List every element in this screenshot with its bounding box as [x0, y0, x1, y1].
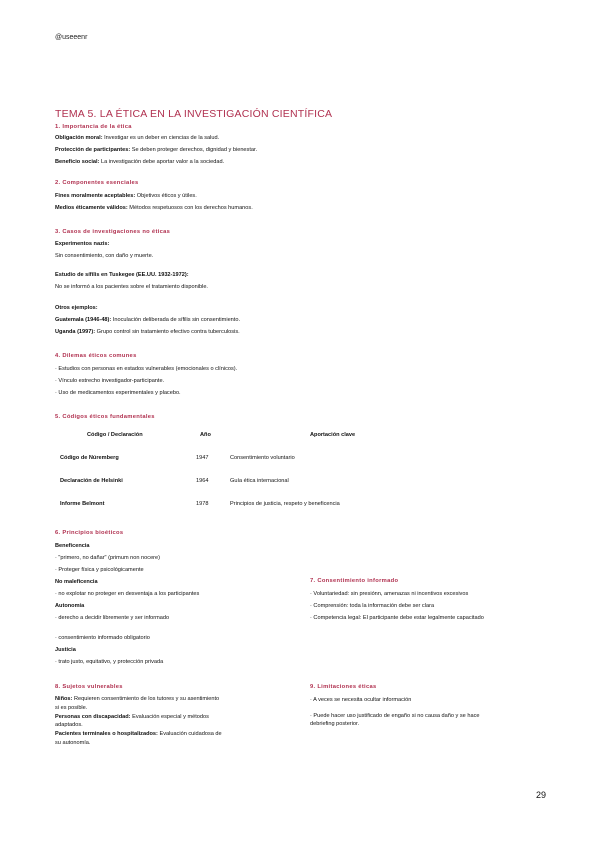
beneficencia-label: Beneficencia: [55, 543, 90, 549]
table-row-3-contribution: Principios de justicia, respeto y beneficencia: [230, 501, 340, 507]
s3-tuskegee-text: No se informó a los pacientes sobre el tratamiento disponible.: [55, 284, 208, 290]
section-4-heading: 4. Dilemas éticos comunes: [55, 353, 137, 359]
s8-line-3: Personas con discapacidad: Evaluación especial y métodos: [55, 714, 209, 720]
s7-line-1: · Voluntariedad: sin presiónn, amenazas ni incentivos excesivos: [310, 591, 469, 597]
page-number: 29: [536, 790, 547, 800]
table-header-contribution: Aportación clave: [310, 432, 356, 438]
section-8-heading: 8. Sujetos vulnerables: [55, 684, 123, 690]
table-header-code: Código / Declaración: [87, 432, 143, 438]
s1-line-2: Protección de participantes: Se deben proteger derechos, dignidad y bienestar.: [55, 147, 258, 153]
beneficencia-line-2: · Proteger física y psicológicamente: [55, 567, 144, 573]
autonomia-label: Autonomía: [55, 603, 85, 609]
s7-line-2: · Comprensión: toda la información debe ser clara: [310, 603, 435, 609]
section-6-heading: 6. Principios bioéticos: [55, 530, 124, 536]
table-row-2-year: 1964: [196, 478, 209, 484]
s1-line-3: Beneficio social: La investigación debe aportar valor a la sociedad.: [55, 159, 225, 165]
s2-line-1: Fines moralmente aceptables: Objetivos éticos y útiles.: [55, 193, 197, 199]
section-2-heading: 2. Componentes esenciales: [55, 180, 139, 186]
page-title: TEMA 5. LA ÉTICA EN LA INVESTIGACIÓN CIENTÍFICA: [55, 108, 333, 120]
table-row-3-year: 1978: [196, 501, 209, 507]
autonomia-line-1: · derecho a decidir libremente y ser informado: [55, 615, 170, 621]
section-9-heading: 9. Limitaciones éticas: [310, 684, 377, 690]
s3-nazi-text: Sin consentimiento, con daño y muerte.: [55, 253, 154, 259]
s3-other-line-1: Guatemala (1946-48): Inoculación deliberada de sífilis sin consentimiento.: [55, 317, 241, 323]
s8-line-6: su autonomía.: [55, 740, 91, 746]
autonomia-line-2: · consentimiento informado obligatorio: [55, 635, 150, 641]
s3-nazi-label: Experimentos nazis:: [55, 241, 110, 247]
table-header-year: Año: [200, 432, 211, 438]
table-row-1-code: Código de Núremberg: [60, 455, 119, 461]
section-3-heading: 3. Casos de investigaciones no éticas: [55, 229, 171, 235]
s8-line-5: Pacientes terminales o hospitalizados: Evaluación cuidadosa de: [55, 731, 222, 737]
s2-line-2: Medios éticamente válidos: Métodos respetuosos con los derechos humanos.: [55, 205, 253, 211]
s3-other-label: Otros ejemplos:: [55, 305, 98, 311]
s4-line-3: · Uso de medicamentos experimentales y placebo.: [55, 390, 181, 396]
s3-other-line-2: Uganda (1997): Grupo control sin tratamiento efectivo contra tuberculosis.: [55, 329, 240, 335]
section-5-heading: 5. Códigos éticos fundamentales: [55, 414, 155, 420]
beneficencia-line-1: · "primero, no dañar" (primum non nocere): [55, 555, 161, 561]
table-row-2-code: Declaración de Helsinki: [60, 478, 123, 484]
table-row-1-contribution: Consentimiento voluntario: [230, 455, 295, 461]
s7-line-3: · Competencia legal: El participante debe estar legalmente capacitado: [310, 615, 484, 621]
section-7-heading: 7. Consentimiento informado: [310, 578, 399, 584]
justicia-label: Justicia: [55, 647, 76, 653]
author-handle: @useeenr: [55, 34, 88, 41]
no-maleficencia-line-1: · no explotar no proteger en desventaja a los participantes: [55, 591, 200, 597]
s9-line-1: · A veces se necesita ocultar información: [310, 697, 412, 703]
s3-tuskegee-label: Estudio de sífilis en Tuskegee (EE.UU. 1932-1972):: [55, 272, 189, 278]
s1-line-1: Obligación moral: Investigar es un deber en ciencias de la salud.: [55, 135, 220, 141]
no-maleficencia-label: No maleficencia: [55, 579, 98, 585]
s9-line-3: debriefing posterior.: [310, 721, 360, 727]
table-row-1-year: 1947: [196, 455, 209, 461]
s4-line-1: · Estudios con personas en estados vulnerables (emocionales o clínicos).: [55, 366, 238, 372]
s8-line-4: adaptados.: [55, 722, 83, 728]
table-row-3-code: Informe Belmont: [60, 501, 105, 507]
s9-line-2: · Puede hacer uso justificado de engaño si no causa daño y se hace: [310, 713, 480, 719]
s8-line-2: si es posible.: [55, 705, 88, 711]
s8-line-1: Niños: Requieren consentimiento de los tutores y su asentimiento: [55, 696, 220, 702]
table-row-2-contribution: Guía ética internacional: [230, 478, 289, 484]
section-1-heading: 1. Importancia de la ética: [55, 124, 132, 130]
s4-line-2: · Vínculo estrecho investigador-participante.: [55, 378, 165, 384]
justicia-line-1: · trato justo, equitativo, y protección privada: [55, 659, 164, 665]
